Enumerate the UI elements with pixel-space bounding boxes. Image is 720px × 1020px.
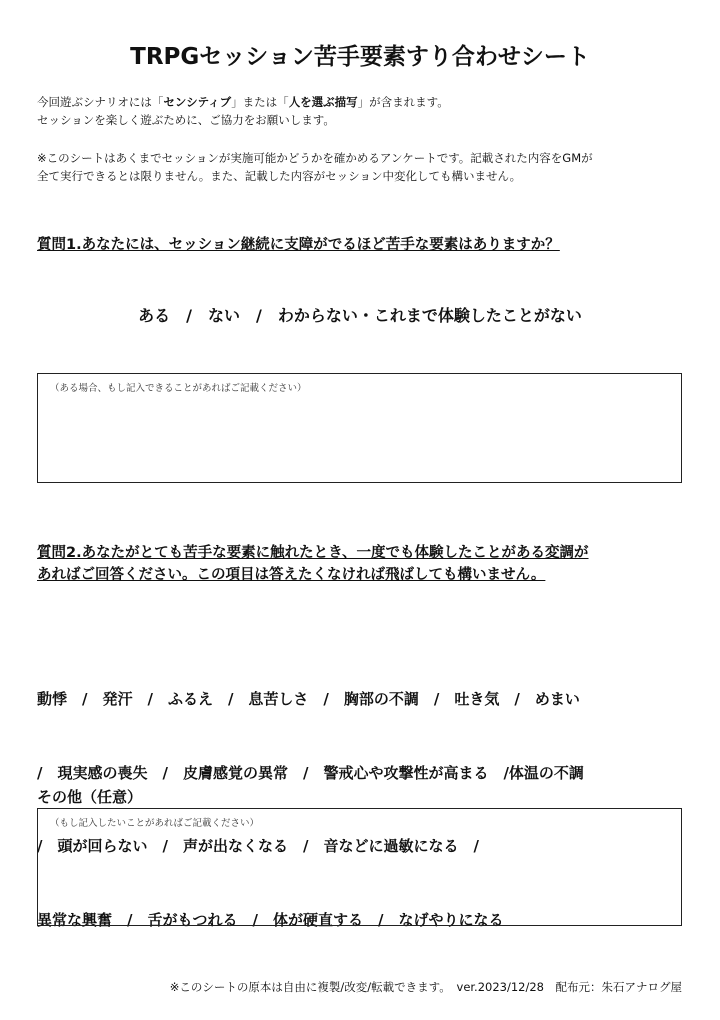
symptom-line[interactable]: / 頭が回らない / 声が出なくなる / 音などに過敏になる / <box>37 837 479 855</box>
footer: ※このシートの原本は自由に複製/改変/転載できます。 ver.2023/12/28 配布元：朱石アナログ屋 <box>169 980 682 994</box>
note-line-1: ※このシートはあくまでセッションが実施可能かどうかを確かめるアンケートです。記載された内容をGMが <box>37 151 593 165</box>
text: 今回遊ぶシナリオには「 <box>37 95 164 109</box>
intro-line-2: セッションを楽しく遊ぶために、ご協力をお願いします。 <box>37 113 335 127</box>
question-2 <box>37 542 589 586</box>
emphasis-sensitive: センシティブ <box>163 95 232 109</box>
text: 」が含まれます。 <box>357 95 449 109</box>
symptom-line[interactable]: 異常な興奮 / 舌がもつれる / 体が硬直する / なげやりになる <box>37 910 504 929</box>
page-title: TRPGセッション苦手要素すり合わせシート <box>130 44 590 70</box>
question-2-line-2: あればご回答ください。この項目は答えたくなければ飛ばしても構いません。 <box>37 567 546 583</box>
symptom-line[interactable]: / 現実感の喪失 / 皮膚感覚の異常 / 警戒心や攻撃性が高まる /体温の不調 <box>37 763 584 782</box>
other-textbox[interactable] <box>37 808 682 926</box>
question-1: 質問1.あなたには、セッション継続に支障がでるほど苦手な要素はありますか？ <box>37 237 560 253</box>
emphasis-depiction: 人を選ぶ描写 <box>288 95 358 109</box>
intro-text <box>37 93 449 129</box>
question-1-textbox[interactable] <box>37 373 682 483</box>
other-label: その他（任意） <box>37 788 143 806</box>
symptom-line[interactable]: 動悸 / 発汗 / ふるえ / 息苦しさ / 胸部の不調 / 吐き気 / めまい <box>37 690 580 708</box>
other-box-hint: （もし記入したいことがあればご記載ください） <box>50 818 260 829</box>
question-1-answers[interactable]: ある / ない / わからない・これまで体験したことがない <box>138 306 582 325</box>
text: 」または「 <box>231 95 289 109</box>
intro-line-1 <box>37 93 449 111</box>
note <box>37 149 593 185</box>
note-line-2: 全て実行できるとは限りません。また、記載した内容がセッション中変化しても構いません。 <box>37 169 522 183</box>
question-1-box-hint: （ある場合、もし記入できることがあればご記載ください） <box>50 383 307 394</box>
question-2-line-1: 質問2.あなたがとても苦手な要素に触れたとき、一度でも体験したことがある変調が <box>37 545 589 561</box>
